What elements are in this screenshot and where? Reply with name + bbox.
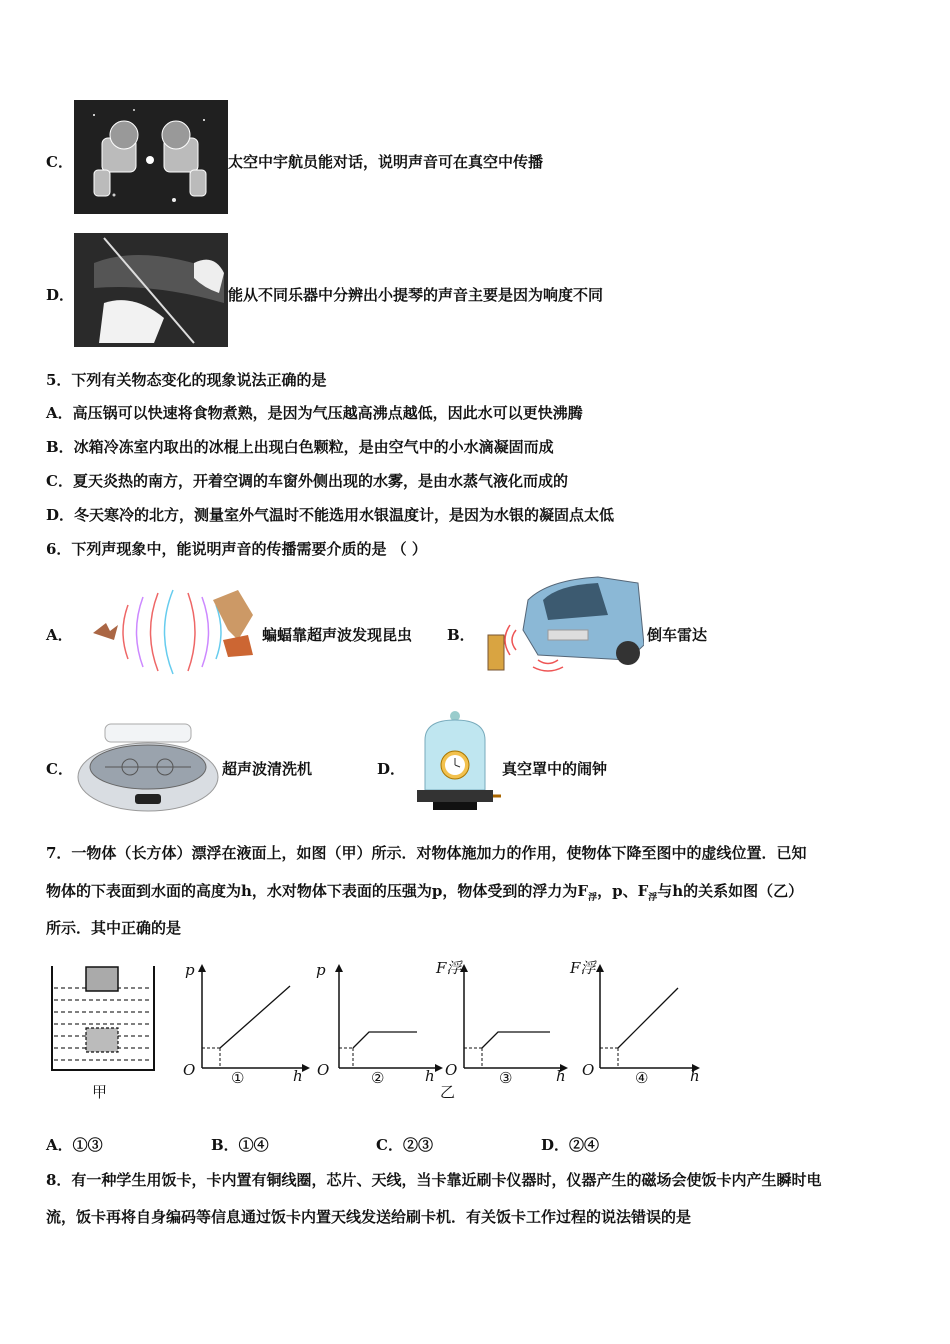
q6-option-c-text: 超声波清洗机 — [222, 760, 313, 778]
q5-stem: 5．下列有关物态变化的现象说法正确的是 — [46, 371, 327, 389]
q7-line-2-part-c: 与h的关系如图（乙） — [657, 882, 804, 900]
graph-1-y-label: p — [185, 961, 195, 979]
graph-4-x-label: h — [690, 1067, 700, 1085]
graph-3-y-label: F浮 — [436, 959, 462, 977]
q6-option-a-text: 蝙蝠靠超声波发现昆虫 — [262, 626, 413, 644]
car-radar-image — [478, 575, 644, 675]
q4-option-d-text: 能从不同乐器中分辨出小提琴的声音主要是因为响度不同 — [228, 286, 604, 304]
q7-subscript-1: 浮 — [588, 893, 598, 903]
q7-line-2-part-b: ，p、F — [597, 882, 649, 900]
graph-4-number: ④ — [635, 1069, 649, 1087]
bat-insect-image — [88, 585, 260, 680]
q7-line-1: 7．一物体（长方体）漂浮在液面上，如图（甲）所示．对物体施加力的作用，使物体下降至图中的虚线位置．已知 — [46, 844, 807, 862]
q7-option-a: A．①③ — [46, 1136, 103, 1154]
graph-1-x-label: h — [293, 1067, 303, 1085]
graph-3-x-label: h — [556, 1067, 566, 1085]
graph-2-y-label: p — [316, 961, 326, 979]
q8-line-2: 流，饭卡再将自身编码等信息通过饭卡内置天线发送给刷卡机．有关饭卡工作过程的说法错误的是 — [46, 1208, 692, 1226]
q7-subscript-2: 浮 — [648, 893, 658, 903]
q5-option-b: B．冰箱冷冻室内取出的冰棍上出现白色颗粒，是由空气中的小水滴凝固而成 — [46, 438, 554, 456]
astronauts-image — [74, 100, 228, 214]
q7-line-2-part-a: 物体的下表面到水面的高度为h，水对物体下表面的压强为p，物体受到的浮力为F — [46, 882, 589, 900]
q7-option-b: B．①④ — [211, 1136, 269, 1154]
graph-3-origin: O — [445, 1061, 458, 1079]
graph-2-origin: O — [317, 1061, 330, 1079]
graph-4-y-label: F浮 — [570, 959, 596, 977]
graph-2-number: ② — [371, 1069, 385, 1087]
figure-jia-container — [50, 962, 158, 1074]
graph-3-number: ③ — [499, 1069, 513, 1087]
q6-option-b-label: B． — [447, 626, 475, 644]
q4-option-c-label: C． — [46, 153, 73, 171]
q6-option-b-text: 倒车雷达 — [647, 626, 708, 644]
graph-1-number: ① — [231, 1069, 245, 1087]
graph-1-origin: O — [183, 1061, 196, 1079]
q6-option-d-text: 真空罩中的闹钟 — [502, 760, 608, 778]
figure-jia-label: 甲 — [92, 1083, 108, 1101]
q8-line-1: 8．有一种学生用饭卡，卡内置有铜线圈，芯片、天线，当卡靠近刷卡仪器时，仪器产生的磁场会使饭卡内产生瞬时电 — [46, 1171, 822, 1189]
q5-option-a: A．高压锅可以快速将食物煮熟，是因为气压越高沸点越低，因此水可以更快沸腾 — [46, 404, 583, 422]
q6-option-a-label: A． — [46, 626, 73, 644]
bell-jar-clock-image — [413, 710, 501, 814]
ultrasonic-cleaner-image — [75, 722, 221, 814]
figure-yi-label: 乙 — [440, 1083, 456, 1101]
violin-image — [74, 233, 228, 347]
q7-line-2 — [46, 881, 803, 908]
q7-option-d: D．②④ — [541, 1136, 600, 1154]
q5-option-d: D．冬天寒冷的北方，测量室外气温时不能选用水银温度计，是因为水银的凝固点太低 — [46, 506, 615, 524]
q6-stem: 6．下列声现象中，能说明声音的传播需要介质的是 （ ） — [46, 540, 427, 558]
q7-option-c: C．②③ — [376, 1136, 433, 1154]
q6-option-c-label: C． — [46, 760, 73, 778]
q7-line-3: 所示．其中正确的是 — [46, 919, 182, 937]
q4-option-c-text: 太空中宇航员能对话，说明声音可在真空中传播 — [228, 153, 544, 171]
q5-option-c: C．夏天炎热的南方，开着空调的车窗外侧出现的水雾，是由水蒸气液化而成的 — [46, 472, 568, 490]
graph-2-x-label: h — [425, 1067, 435, 1085]
graph-4-origin: O — [582, 1061, 595, 1079]
q4-option-d-label: D． — [46, 286, 75, 304]
graph-1 — [180, 958, 310, 1088]
q6-option-d-label: D． — [377, 760, 406, 778]
